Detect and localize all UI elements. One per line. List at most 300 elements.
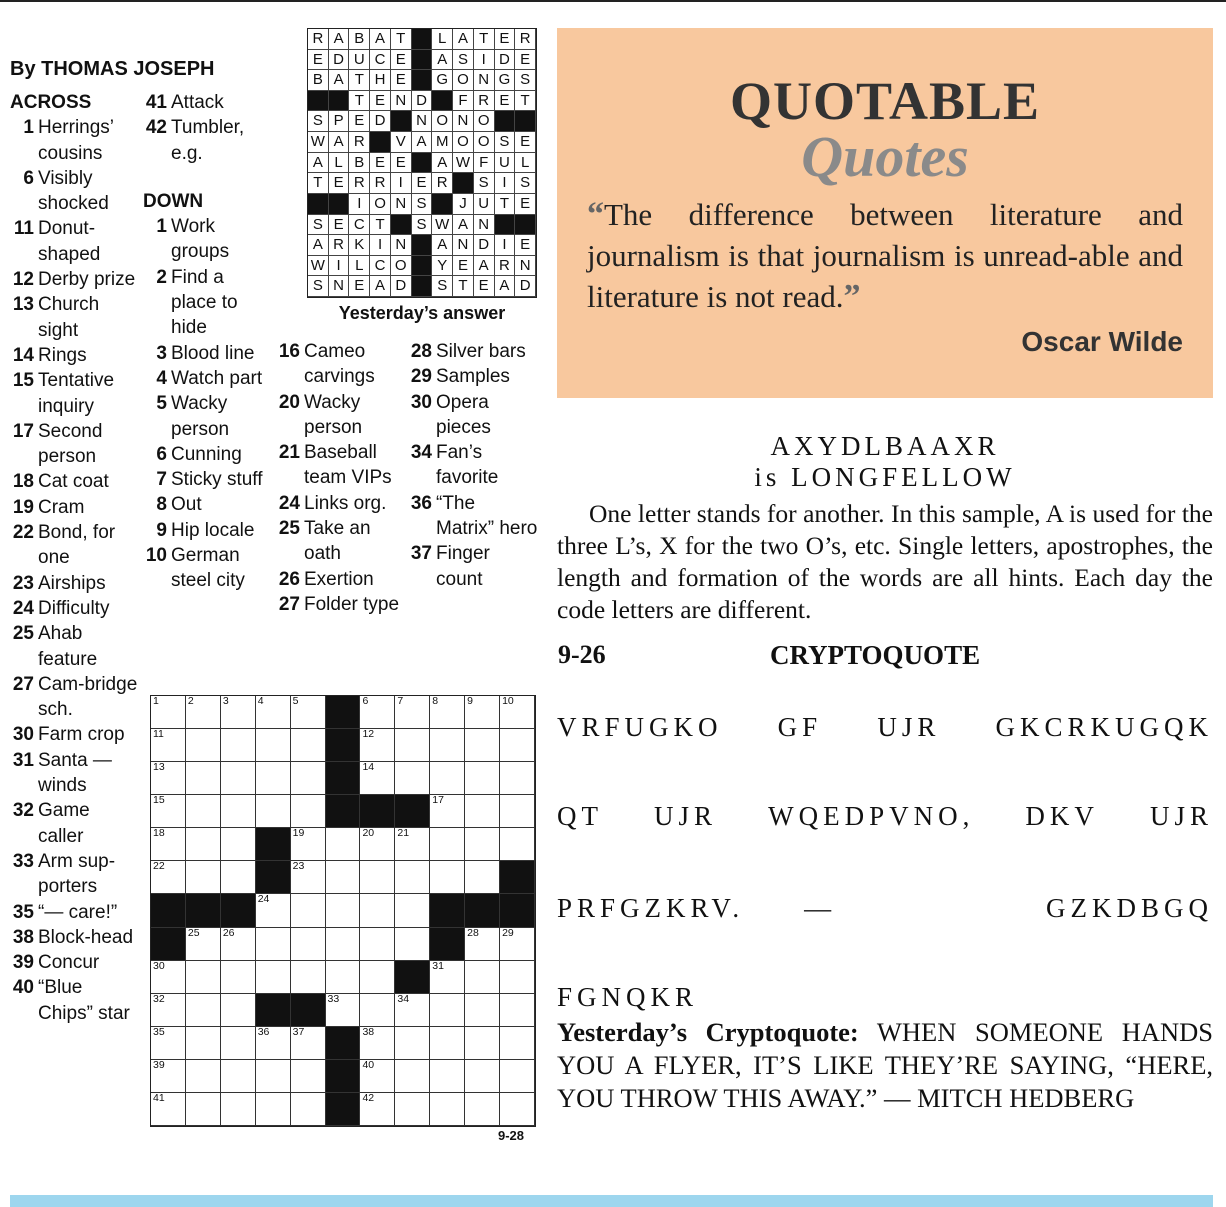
black-square — [291, 994, 326, 1027]
black-square — [432, 194, 453, 215]
answer-letter: T — [391, 29, 412, 50]
clue-number: 39 — [12, 952, 34, 974]
clue-item — [10, 975, 138, 1026]
clue-number: 16 — [278, 341, 300, 362]
grid-cell[interactable] — [360, 729, 395, 762]
grid-cell[interactable] — [465, 729, 500, 762]
black-square — [326, 1027, 361, 1060]
clue-item — [408, 440, 538, 491]
answer-letter: A — [432, 235, 453, 256]
grid-cell[interactable] — [465, 762, 500, 795]
answer-letter: E — [329, 215, 350, 236]
grid-cell[interactable] — [186, 828, 221, 861]
black-square — [495, 215, 516, 236]
grid-cell[interactable] — [186, 729, 221, 762]
black-square — [256, 828, 291, 861]
grid-cell[interactable] — [151, 696, 186, 729]
answer-letter: L — [515, 153, 536, 174]
answer-letter: D — [370, 111, 391, 132]
black-square — [326, 729, 361, 762]
grid-cell[interactable] — [395, 1060, 430, 1093]
black-square — [370, 132, 391, 153]
answer-letter: R — [329, 235, 350, 256]
grid-cell[interactable] — [360, 1027, 395, 1060]
grid-cell[interactable] — [326, 994, 361, 1027]
clue-number: 4 — [156, 367, 167, 389]
answer-letter: E — [515, 194, 536, 215]
answer-letter: E — [474, 276, 495, 297]
black-square — [186, 894, 221, 927]
grid-cell[interactable] — [395, 696, 430, 729]
clue-number: 7 — [156, 469, 167, 491]
cell-number: 39 — [153, 1058, 165, 1071]
grid-cell[interactable] — [360, 961, 395, 994]
grid-cell[interactable] — [256, 795, 291, 828]
grid-cell[interactable] — [430, 828, 465, 861]
cell-number: 6 — [362, 695, 369, 707]
black-square — [412, 70, 433, 91]
black-square — [412, 50, 433, 71]
black-square — [221, 894, 256, 927]
cell-number: 15 — [153, 794, 165, 807]
clue-number: 23 — [12, 572, 34, 594]
grid-cell[interactable] — [500, 994, 535, 1027]
grid-cell[interactable] — [291, 762, 326, 795]
grid-cell[interactable] — [186, 696, 221, 729]
answer-letter: E — [391, 153, 412, 174]
cell-number: 42 — [362, 1091, 375, 1104]
cell-number: 12 — [362, 728, 375, 741]
across-heading: ACROSS — [10, 92, 92, 113]
grid-cell[interactable] — [360, 994, 395, 1027]
grid-cell[interactable] — [291, 1060, 326, 1093]
grid-cell[interactable] — [500, 696, 535, 729]
answer-letter: V — [391, 132, 412, 153]
grid-cell[interactable] — [465, 828, 500, 861]
grid-cell[interactable] — [395, 762, 430, 795]
puzzle-id: 9-28 — [498, 1128, 525, 1143]
answer-letter: N — [474, 70, 495, 91]
answer-letter: F — [453, 91, 474, 112]
black-square — [326, 795, 361, 828]
cell-number: 28 — [467, 926, 479, 939]
clue-item — [10, 849, 138, 900]
grid-cell[interactable] — [465, 1060, 500, 1093]
clue-number: 6 — [156, 443, 167, 465]
clue-item — [10, 343, 138, 368]
clue-number: 14 — [12, 344, 34, 366]
cryptoquote-word: GZKDBGQ — [1046, 893, 1213, 923]
grid-cell[interactable] — [221, 928, 256, 961]
clue-item — [10, 925, 138, 950]
cell-number: 7 — [397, 695, 404, 707]
grid-cell[interactable] — [151, 1027, 186, 1060]
grid-cell[interactable] — [221, 994, 256, 1027]
grid-cell[interactable] — [500, 729, 535, 762]
answer-letter: A — [453, 29, 474, 50]
clue-number: 27 — [278, 593, 300, 615]
answer-letter: A — [329, 132, 350, 153]
clue-text: “Blue Chips” star — [38, 977, 130, 1024]
clue-number: 6 — [23, 167, 34, 189]
grid-cell[interactable] — [395, 994, 430, 1027]
grid-cell[interactable] — [360, 1060, 395, 1093]
grid-cell[interactable] — [360, 828, 395, 861]
grid-cell[interactable] — [291, 1027, 326, 1060]
grid-cell[interactable] — [256, 762, 291, 795]
grid-cell[interactable] — [430, 696, 465, 729]
grid-cell[interactable] — [151, 994, 186, 1027]
clue-text: Sticky stuff — [171, 469, 263, 491]
grid-cell[interactable] — [291, 696, 326, 729]
answer-letter: B — [308, 70, 329, 91]
grid-cell[interactable] — [221, 861, 256, 894]
grid-cell[interactable] — [395, 1027, 430, 1060]
clue-text: Concur — [38, 952, 100, 974]
grid-cell[interactable] — [291, 961, 326, 994]
answer-letter: E — [412, 173, 433, 194]
yesterday-cryptoquote-label: Yesterday’s Cryptoquote: — [557, 1017, 859, 1047]
clue-number: 29 — [410, 366, 432, 388]
cell-number: 9 — [467, 695, 474, 707]
answer-letter: S — [515, 173, 536, 194]
grid-cell[interactable] — [465, 696, 500, 729]
grid-cell[interactable] — [360, 1093, 395, 1126]
quotable-title: QUOTABLE — [729, 71, 1041, 131]
grid-cell[interactable] — [465, 1027, 500, 1060]
grid-cell[interactable] — [395, 928, 430, 961]
grid-cell[interactable] — [430, 994, 465, 1027]
answer-letter: B — [349, 153, 370, 174]
cell-number: 34 — [397, 992, 410, 1005]
cryptoquote-word: QT — [557, 801, 603, 831]
answer-letter: E — [515, 50, 536, 71]
down-clue-list-cont-2 — [408, 339, 538, 592]
clue-text: Watch part — [171, 367, 263, 389]
grid-cell[interactable] — [256, 1093, 291, 1126]
grid-cell[interactable] — [186, 1060, 221, 1093]
clue-item — [408, 541, 538, 592]
grid-cell[interactable] — [291, 861, 326, 894]
cell-number: 26 — [222, 926, 235, 939]
answer-letter: I — [495, 235, 516, 256]
black-square — [430, 894, 465, 927]
grid-cell[interactable] — [395, 828, 430, 861]
black-square — [329, 91, 350, 112]
grid-cell[interactable] — [360, 762, 395, 795]
grid-cell[interactable] — [360, 894, 395, 927]
grid-cell[interactable] — [395, 729, 430, 762]
cell-number: 1 — [153, 695, 159, 707]
clue-number: 1 — [23, 117, 34, 139]
answer-letter: A — [370, 29, 391, 50]
sample-code: AXYDLBAAXR — [770, 431, 1000, 461]
answer-letter: R — [308, 29, 329, 50]
clue-item — [10, 520, 138, 571]
grid-cell[interactable] — [151, 729, 186, 762]
answer-letter: A — [495, 276, 516, 297]
clue-item — [143, 442, 273, 467]
answer-letter: P — [329, 111, 350, 132]
answer-letter: G — [432, 70, 453, 91]
grid-cell[interactable] — [186, 795, 221, 828]
grid-cell[interactable] — [430, 961, 465, 994]
grid-cell[interactable] — [326, 828, 361, 861]
grid-cell[interactable] — [326, 894, 361, 927]
grid-cell[interactable] — [256, 1060, 291, 1093]
clue-text: Take an oath — [304, 518, 371, 565]
answer-letter: T — [370, 215, 391, 236]
grid-cell[interactable] — [221, 729, 256, 762]
close-quote-icon: ” — [843, 278, 861, 315]
clue-number: 20 — [278, 391, 300, 413]
grid-cell[interactable] — [151, 861, 186, 894]
black-square — [395, 795, 430, 828]
grid-cell[interactable] — [500, 1060, 535, 1093]
grid-cell[interactable] — [360, 696, 395, 729]
clue-item — [10, 267, 138, 292]
answer-letter: S — [308, 111, 329, 132]
cryptoquote-title: CRYPTOQUOTE — [770, 640, 981, 670]
answer-letter: L — [432, 29, 453, 50]
clue-item — [276, 440, 406, 491]
grid-cell[interactable] — [326, 861, 361, 894]
grid-cell[interactable] — [221, 828, 256, 861]
grid-cell[interactable] — [500, 1027, 535, 1060]
black-square — [256, 994, 291, 1027]
clue-text: Church sight — [38, 294, 100, 341]
crossword-grid — [150, 695, 536, 1127]
grid-cell[interactable] — [500, 928, 535, 961]
grid-cell[interactable] — [395, 861, 430, 894]
grid-cell[interactable] — [186, 1027, 221, 1060]
clue-item — [10, 900, 138, 925]
cell-number: 13 — [153, 761, 165, 774]
answer-letter: D — [474, 235, 495, 256]
black-square — [412, 256, 433, 277]
cell-number: 35 — [153, 1025, 165, 1038]
clue-number: 30 — [410, 391, 432, 413]
grid-cell[interactable] — [465, 928, 500, 961]
grid-cell[interactable] — [186, 928, 221, 961]
grid-cell[interactable] — [256, 894, 291, 927]
answer-letter: T — [474, 29, 495, 50]
answer-letter: M — [432, 132, 453, 153]
grid-cell[interactable] — [465, 795, 500, 828]
answer-letter: H — [370, 70, 391, 91]
grid-cell[interactable] — [326, 928, 361, 961]
answer-letter: N — [391, 235, 412, 256]
grid-cell[interactable] — [395, 1093, 430, 1126]
grid-cell[interactable] — [221, 961, 256, 994]
grid-cell[interactable] — [151, 1060, 186, 1093]
grid-cell[interactable] — [500, 828, 535, 861]
grid-cell[interactable] — [256, 961, 291, 994]
grid-cell[interactable] — [221, 1093, 256, 1126]
answer-letter: A — [432, 50, 453, 71]
grid-cell[interactable] — [151, 961, 186, 994]
answer-letter: D — [495, 50, 516, 71]
cell-number: 31 — [432, 959, 444, 972]
answer-letter: I — [349, 194, 370, 215]
clue-number: 18 — [12, 471, 34, 493]
answer-letter: T — [453, 276, 474, 297]
cell-number: 19 — [292, 827, 305, 840]
grid-cell[interactable] — [186, 762, 221, 795]
grid-cell[interactable] — [151, 795, 186, 828]
answer-letter: N — [453, 235, 474, 256]
answer-letter: S — [308, 215, 329, 236]
cryptoquote-word: WQEDPVNO, — [768, 801, 975, 831]
grid-cell[interactable] — [465, 961, 500, 994]
answer-letter: N — [412, 111, 433, 132]
cryptoquote-word: VRFUGKO — [557, 712, 723, 742]
cell-number: 32 — [153, 992, 165, 1005]
grid-cell[interactable] — [256, 1027, 291, 1060]
clue-item — [10, 368, 138, 419]
black-square — [151, 928, 186, 961]
black-square — [453, 173, 474, 194]
clue-text: Exertion — [304, 568, 374, 590]
grid-cell[interactable] — [221, 696, 256, 729]
answer-letter: N — [453, 111, 474, 132]
grid-cell[interactable] — [500, 762, 535, 795]
black-square — [326, 762, 361, 795]
answer-letter: E — [391, 70, 412, 91]
clue-text: Difficulty — [38, 597, 110, 619]
clue-number: 22 — [12, 522, 34, 544]
answer-letter: S — [495, 132, 516, 153]
grid-cell[interactable] — [256, 928, 291, 961]
grid-cell[interactable] — [360, 928, 395, 961]
answer-letter: I — [474, 50, 495, 71]
grid-cell[interactable] — [186, 994, 221, 1027]
clue-text: Cam-bridge sch. — [38, 673, 138, 721]
clue-number: 19 — [12, 496, 34, 518]
answer-letter: A — [308, 153, 329, 174]
clue-number: 8 — [156, 494, 167, 516]
cryptoquote-word: UJR — [877, 712, 941, 742]
cryptoquote-word: GKCRKUGQK — [995, 712, 1213, 742]
clue-item — [143, 366, 273, 391]
grid-cell[interactable] — [256, 729, 291, 762]
clue-text: Tentative inquiry — [38, 370, 115, 417]
grid-cell[interactable] — [500, 1093, 535, 1126]
clue-item — [276, 567, 406, 592]
answer-letter: U — [349, 50, 370, 71]
grid-cell[interactable] — [360, 861, 395, 894]
clue-text: “The Matrix” hero — [436, 492, 538, 540]
clue-item — [143, 492, 273, 517]
grid-cell[interactable] — [221, 1027, 256, 1060]
clue-item — [143, 341, 273, 366]
sample-is: is — [754, 462, 781, 492]
answer-letter: A — [453, 215, 474, 236]
grid-cell[interactable] — [291, 928, 326, 961]
answer-letter: F — [474, 153, 495, 174]
grid-cell[interactable] — [430, 795, 465, 828]
grid-cell[interactable] — [500, 795, 535, 828]
clue-item — [10, 216, 138, 267]
clue-text: Wacky person — [171, 393, 230, 440]
grid-cell[interactable] — [430, 1060, 465, 1093]
grid-cell[interactable] — [465, 1093, 500, 1126]
grid-cell[interactable] — [326, 961, 361, 994]
grid-cell[interactable] — [291, 828, 326, 861]
answer-letter: A — [474, 256, 495, 277]
clue-text: Visibly shocked — [38, 167, 109, 215]
answer-letter: E — [391, 50, 412, 71]
answer-letter: N — [474, 215, 495, 236]
grid-cell[interactable] — [430, 729, 465, 762]
grid-cell[interactable] — [186, 1093, 221, 1126]
answer-letter: E — [370, 91, 391, 112]
grid-cell[interactable] — [151, 828, 186, 861]
answer-letter: S — [412, 194, 433, 215]
grid-cell[interactable] — [221, 795, 256, 828]
answer-letter: W — [453, 153, 474, 174]
clue-item — [143, 467, 273, 492]
down-clue-list-cont — [276, 339, 406, 617]
grid-cell[interactable] — [291, 1093, 326, 1126]
grid-cell[interactable] — [430, 1027, 465, 1060]
grid-cell[interactable] — [430, 762, 465, 795]
cell-number: 36 — [257, 1025, 270, 1038]
answer-letter: I — [329, 256, 350, 277]
clue-text: Santa — winds — [38, 749, 112, 797]
grid-cell[interactable] — [291, 795, 326, 828]
answer-letter: E — [349, 276, 370, 297]
answer-letter: A — [412, 132, 433, 153]
grid-cell[interactable] — [186, 861, 221, 894]
grid-cell[interactable] — [291, 894, 326, 927]
clue-item — [143, 214, 273, 265]
grid-cell[interactable] — [256, 696, 291, 729]
grid-cell[interactable] — [151, 1093, 186, 1126]
clue-item — [408, 390, 538, 441]
grid-cell[interactable] — [430, 861, 465, 894]
grid-cell[interactable] — [395, 894, 430, 927]
clue-item — [143, 265, 273, 341]
answer-letter: E — [515, 235, 536, 256]
cell-number: 23 — [292, 860, 305, 873]
clue-item — [143, 543, 273, 594]
quote-text — [587, 194, 1183, 317]
grid-cell[interactable] — [430, 1093, 465, 1126]
black-square — [360, 795, 395, 828]
across-clue-list-cont — [143, 90, 273, 166]
grid-cell[interactable] — [221, 762, 256, 795]
answer-letter: W — [308, 256, 329, 277]
grid-cell[interactable] — [151, 762, 186, 795]
clue-text: German steel city — [171, 545, 245, 592]
clue-text: Derby prize — [38, 269, 136, 291]
black-square — [515, 111, 536, 132]
grid-cell[interactable] — [500, 961, 535, 994]
grid-cell[interactable] — [221, 1060, 256, 1093]
grid-cell[interactable] — [465, 861, 500, 894]
clue-text: Wacky person — [304, 391, 363, 438]
clue-text: Finger count — [436, 543, 490, 590]
grid-cell[interactable] — [465, 994, 500, 1027]
grid-cell[interactable] — [186, 961, 221, 994]
grid-cell[interactable] — [291, 729, 326, 762]
answer-letter: R — [474, 91, 495, 112]
cryptoquote-word: DKV — [1025, 801, 1099, 831]
answer-letter: O — [453, 132, 474, 153]
answer-letter: D — [329, 50, 350, 71]
black-square — [391, 111, 412, 132]
